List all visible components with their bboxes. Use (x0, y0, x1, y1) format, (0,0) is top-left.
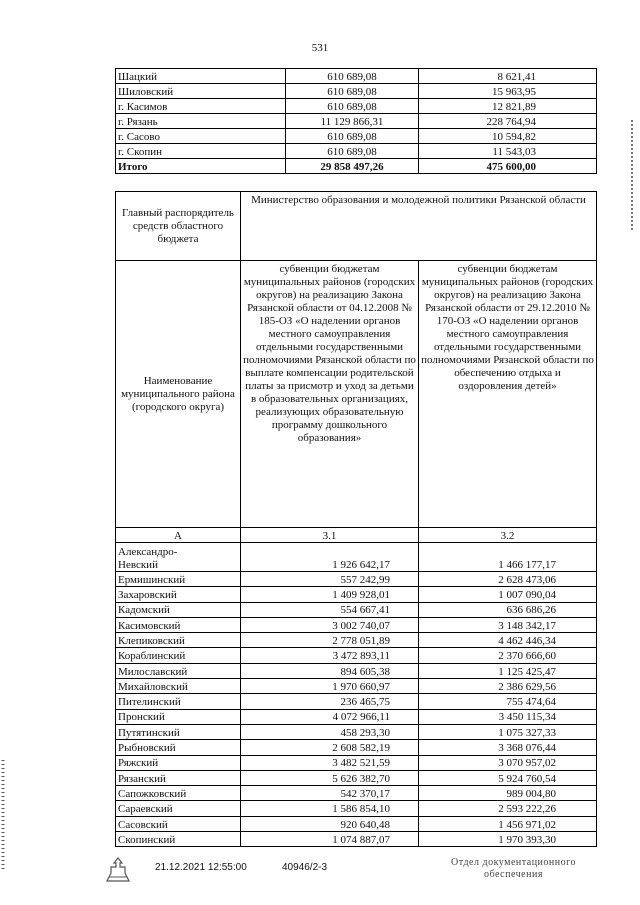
table-row-value-2: 1 125 425,47 (419, 663, 597, 678)
table-row-value-2: 1 970 393,30 (419, 832, 597, 847)
table-row-value-1: 610 689,08 (286, 129, 419, 144)
table-row-value-1: 4 072 966,11 (241, 709, 419, 724)
table-row-value-2: 1 075 327,33 (419, 724, 597, 739)
table-row-value-2: 2 370 666,60 (419, 648, 597, 663)
table-row-municipality: г. Касимов (116, 99, 286, 114)
table-row-value-2: 1 466 177,17 (419, 543, 597, 572)
table-row-value-1: 3 472 893,11 (241, 648, 419, 663)
table-row-value-2: 2 386 629,56 (419, 679, 597, 694)
table-row-value-2: 228 764,94 (419, 114, 597, 129)
table-row-value-1: 5 626 382,70 (241, 770, 419, 785)
table-row-value-2: 2 628 473,06 (419, 572, 597, 587)
header-column-3-1: субвенции бюджетам муниципальных районов (городских округов) на реализацию Закона Рязанской области от 04.12.2008 № 185-ОЗ «О наделении органов местного самоуправления отдельными государственными полномочиями Рязанской области по выплате компенсации родительской платы за присмотр и уход за детьми в образовательных организациях, реализующих образовательную программу дошкольного образования» (241, 261, 419, 528)
table-row-value-2: 3 450 115,34 (419, 709, 597, 724)
scan-edge-marks-left (0, 760, 8, 880)
table-row-municipality: Путятинский (116, 724, 241, 739)
table-row-municipality: Шацкий (116, 69, 286, 84)
column-index-3-1: 3.1 (241, 528, 419, 543)
table-row-municipality: г. Скопин (116, 144, 286, 159)
table-row (116, 694, 597, 709)
table-row-value-1: 11 129 866,31 (286, 114, 419, 129)
table-row-value-1: 236 465,75 (241, 694, 419, 709)
table-row-municipality: Ряжский (116, 755, 241, 770)
footer-stamp-line2: обеспечения (484, 869, 543, 880)
table-row-value-2: 10 594,82 (419, 129, 597, 144)
table-row-municipality: Кадомский (116, 602, 241, 617)
table-row-value-2: 1 007 090,04 (419, 587, 597, 602)
table-row-value-1: 542 370,17 (241, 786, 419, 801)
header-column-3-2: субвенции бюджетам муниципальных районов (городских округов) на реализацию Закона Рязанской области от 29.12.2010 № 170-ОЗ «О наделении органов местного самоуправления отдельными государственными полномочиями Рязанской области по обеспечению отдыха и оздоровления детей» (419, 261, 597, 528)
table-row-value-1: 1 970 660,97 (241, 679, 419, 694)
column-index-3-2: 3.2 (419, 528, 597, 543)
table-row-value-2: 3 368 076,44 (419, 740, 597, 755)
header-municipality: Наименование муниципального района (городского округа) (116, 261, 241, 528)
table-row-municipality: Захаровский (116, 587, 241, 602)
table-row-municipality: г. Рязань (116, 114, 286, 129)
table-row-municipality: Пронский (116, 709, 241, 724)
table-row (116, 572, 597, 587)
total-row-value-1: 29 858 497,26 (286, 159, 419, 174)
table-row-value-2: 989 004,80 (419, 786, 597, 801)
table-row-value-1: 610 689,08 (286, 69, 419, 84)
header-ministry: Министерство образования и молодежной политики Рязанской области (241, 192, 597, 261)
table-row-municipality: Михайловский (116, 679, 241, 694)
table-row-municipality: Пителинский (116, 694, 241, 709)
subventions-table (115, 191, 597, 847)
table-row-value-1: 2 778 051,89 (241, 633, 419, 648)
table-row-municipality: Клепиковский (116, 633, 241, 648)
table-row (116, 770, 597, 785)
table-row-value-1: 894 605,38 (241, 663, 419, 678)
table-row-value-1: 920 640,48 (241, 816, 419, 831)
column-index-a: А (116, 528, 241, 543)
table-row (116, 648, 597, 663)
table-row (116, 543, 597, 572)
table-row (116, 69, 597, 84)
header-row-columns (116, 261, 597, 528)
table-row-municipality: Сапожковский (116, 786, 241, 801)
footer-stamp (451, 857, 576, 881)
table-row-value-1: 2 608 582,19 (241, 740, 419, 755)
table-row (116, 679, 597, 694)
table-row-municipality: Ермишинский (116, 572, 241, 587)
table-row-value-1: 3 482 521,59 (241, 755, 419, 770)
table-row (116, 663, 597, 678)
table-row-municipality: Рязанский (116, 770, 241, 785)
table-row-value-2: 11 543,03 (419, 144, 597, 159)
table-row (116, 602, 597, 617)
table-row-value-2: 636 686,26 (419, 602, 597, 617)
footer-document-code: 40946/2-3 (282, 862, 328, 873)
table-row-municipality: Касимовский (116, 617, 241, 632)
table-row-municipality: Александро- Невский (116, 543, 241, 572)
table-row-municipality: Сасовский (116, 816, 241, 831)
scan-edge-marks (628, 120, 638, 240)
table-row-value-1: 1 586 854,10 (241, 801, 419, 816)
total-row-municipality: Итого (116, 159, 286, 174)
table-row (116, 99, 597, 114)
table-row (116, 633, 597, 648)
page-number: 531 (311, 42, 329, 54)
table-row-municipality: г. Сасово (116, 129, 286, 144)
table-row-municipality: Милославский (116, 663, 241, 678)
total-row-value-2: 475 600,00 (419, 159, 597, 174)
footer-date: 21.12.2021 12:55:00 (155, 862, 247, 873)
table-row-value-2: 1 456 971,02 (419, 816, 597, 831)
table-row-municipality: Кораблинский (116, 648, 241, 663)
column-index-row (116, 528, 597, 543)
table-row (116, 144, 597, 159)
table-row (116, 587, 597, 602)
table-row-value-1: 458 293,30 (241, 724, 419, 739)
table-row-municipality: Шиловский (116, 84, 286, 99)
table-row (116, 786, 597, 801)
table-row (116, 755, 597, 770)
table-row (116, 114, 597, 129)
table-row-value-2: 8 621,41 (419, 69, 597, 84)
table-row-municipality: Рыбновский (116, 740, 241, 755)
table-row-value-1: 1 074 887,07 (241, 832, 419, 847)
table-row-value-1: 3 002 740,07 (241, 617, 419, 632)
table-row (116, 801, 597, 816)
header-row-ministry (116, 192, 597, 261)
table-row-municipality: Сараевский (116, 801, 241, 816)
table-row-value-1: 610 689,08 (286, 99, 419, 114)
coat-of-arms-icon (103, 855, 133, 885)
table-row (116, 724, 597, 739)
table-row (116, 816, 597, 831)
header-chief-administrator: Главный распорядитель средств областного бюджета (116, 192, 241, 261)
table-row-value-1: 610 689,08 (286, 144, 419, 159)
table-row (116, 617, 597, 632)
total-row (116, 159, 597, 174)
table-row-value-1: 554 667,41 (241, 602, 419, 617)
table-row-municipality: Скопинский (116, 832, 241, 847)
table-row-value-2: 3 148 342,17 (419, 617, 597, 632)
table-row-value-1: 557 242,99 (241, 572, 419, 587)
totals-table (115, 68, 597, 174)
table-row-value-2: 755 474,64 (419, 694, 597, 709)
table-row-value-1: 610 689,08 (286, 84, 419, 99)
table-row-value-1: 1 926 642,17 (241, 543, 419, 572)
table-row (116, 709, 597, 724)
table-row-value-2: 5 924 760,54 (419, 770, 597, 785)
table-row-value-2: 12 821,89 (419, 99, 597, 114)
table-row-value-1: 1 409 928,01 (241, 587, 419, 602)
table-row-value-2: 2 593 222,26 (419, 801, 597, 816)
table-row (116, 832, 597, 847)
footer-stamp-line1: Отдел документационного (451, 857, 576, 868)
table-row-value-2: 15 963,95 (419, 84, 597, 99)
table-row-value-2: 3 070 957,02 (419, 755, 597, 770)
table-row-value-2: 4 462 446,34 (419, 633, 597, 648)
table-row (116, 740, 597, 755)
table-row (116, 84, 597, 99)
table-row (116, 129, 597, 144)
